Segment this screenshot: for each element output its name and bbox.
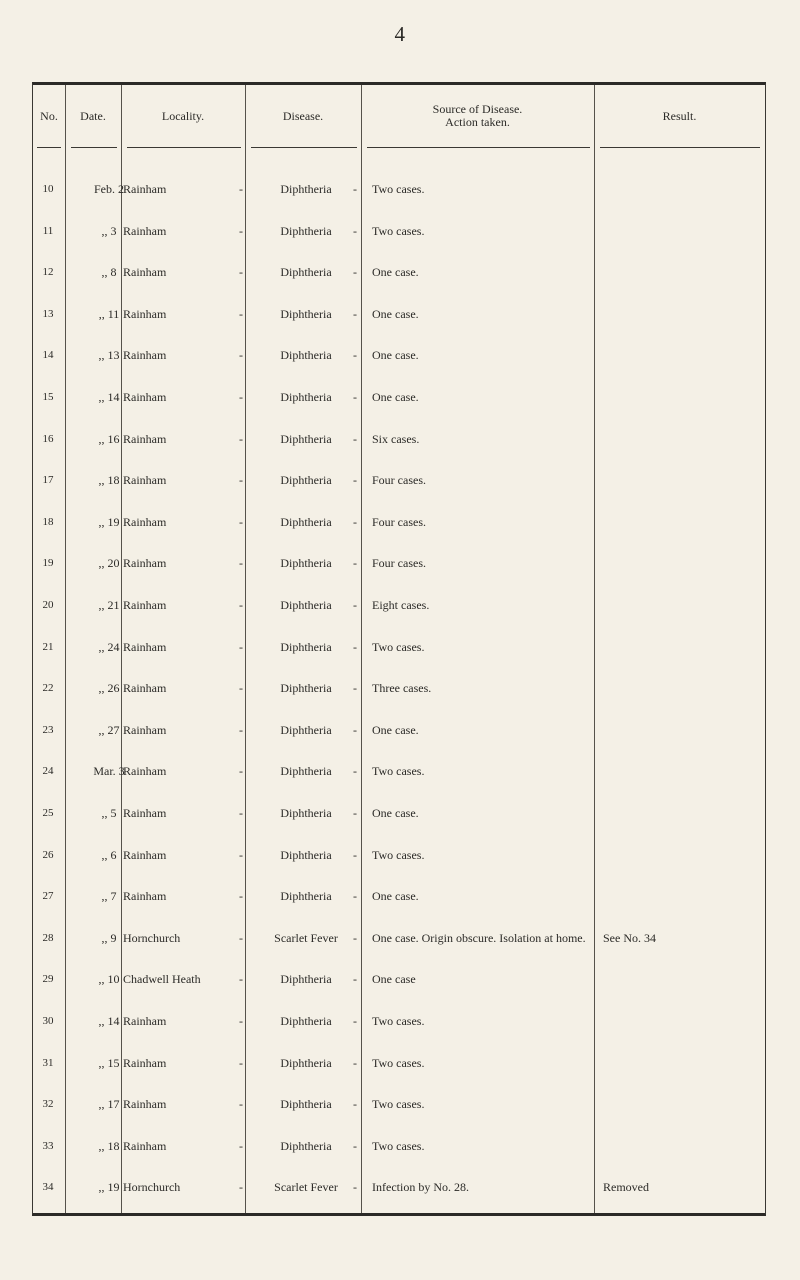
row-disease: Diphtheria	[280, 556, 332, 571]
header-rule	[71, 147, 117, 148]
row-locality: Rainham	[123, 639, 167, 654]
leader-dash: -	[239, 223, 243, 238]
row-date: ,, 8	[101, 265, 117, 280]
row-date: Feb. 2	[94, 182, 124, 196]
row-date: Mar. 3	[93, 764, 125, 779]
row-source: One case.	[372, 722, 419, 737]
row-source: Six cases.	[372, 431, 420, 446]
table-row	[33, 1014, 765, 1048]
leader-dash: -	[239, 182, 243, 196]
row-locality: Rainham	[123, 847, 167, 862]
leader-dash: -	[239, 764, 243, 779]
row-source: Four cases.	[372, 514, 426, 529]
leader-dash: -	[353, 972, 357, 987]
row-no: 23	[42, 723, 54, 736]
row-locality: Rainham	[123, 348, 167, 363]
row-source: One case.	[372, 265, 419, 280]
row-no: 31	[42, 1056, 54, 1069]
header-rule	[367, 147, 590, 148]
row-source: Two cases.	[372, 1055, 425, 1070]
table-row	[33, 723, 765, 757]
leader-dash: -	[239, 1014, 243, 1028]
row-no: 27	[42, 890, 54, 903]
table-row	[33, 556, 765, 590]
row-disease: Diphtheria	[280, 764, 332, 779]
leader-dash: -	[239, 1055, 243, 1070]
leader-dash: -	[239, 1138, 243, 1153]
leader-dash: -	[353, 806, 357, 820]
page-number: 4	[394, 22, 406, 46]
row-no: 16	[42, 432, 54, 445]
row-disease: Diphtheria	[280, 1055, 332, 1070]
row-source: Three cases.	[372, 681, 432, 696]
row-no: 22	[42, 682, 54, 695]
row-date: ,, 20	[98, 556, 120, 571]
row-no: 10	[42, 183, 54, 195]
leader-dash: -	[239, 348, 243, 363]
row-source: One case.	[372, 806, 419, 820]
table-row	[33, 640, 765, 674]
leader-dash: -	[353, 847, 357, 862]
row-no: 30	[42, 1015, 54, 1027]
row-no: 34	[42, 1181, 54, 1194]
row-locality: Hornchurch	[123, 930, 181, 945]
table-row	[33, 1139, 765, 1173]
leader-dash: -	[353, 182, 357, 196]
row-disease: Diphtheria	[280, 514, 332, 529]
row-date: ,, 18	[98, 473, 120, 488]
header-source-line2: Action taken.	[445, 115, 510, 129]
row-source: Two cases.	[372, 223, 425, 238]
row-locality: Rainham	[123, 514, 167, 529]
leader-dash: -	[239, 847, 243, 862]
table-row	[33, 1097, 765, 1131]
leader-dash: -	[353, 1055, 357, 1070]
row-no: 17	[42, 474, 54, 487]
row-locality: Rainham	[123, 1055, 167, 1070]
table-row	[33, 1180, 765, 1214]
leader-dash: -	[353, 390, 357, 404]
row-locality: Rainham	[123, 265, 167, 280]
table-header	[33, 85, 765, 147]
row-date: ,, 14	[98, 1014, 120, 1028]
row-disease: Scarlet Fever	[274, 930, 338, 945]
table-row	[33, 390, 765, 424]
row-no: 13	[42, 307, 54, 320]
table-row	[33, 848, 765, 882]
row-no: 21	[42, 640, 54, 653]
header-rule	[600, 147, 760, 148]
row-result: See No. 34	[603, 930, 656, 945]
table-row	[33, 182, 765, 216]
row-source: One case	[372, 972, 416, 987]
row-no: 33	[42, 1139, 54, 1152]
row-disease: Diphtheria	[280, 806, 332, 820]
table-row	[33, 515, 765, 549]
row-source: Eight cases.	[372, 598, 430, 612]
leader-dash: -	[353, 1097, 357, 1112]
row-date: ,, 14	[98, 390, 120, 404]
leader-dash: -	[353, 431, 357, 446]
row-locality: Rainham	[123, 473, 167, 488]
row-no: 19	[42, 557, 54, 570]
row-no: 18	[42, 515, 54, 528]
row-disease: Diphtheria	[280, 431, 332, 446]
row-disease: Scarlet Fever	[274, 1180, 338, 1195]
row-no: 12	[42, 266, 54, 279]
row-locality: Rainham	[123, 182, 167, 196]
row-locality: Rainham	[123, 431, 167, 446]
row-locality: Rainham	[123, 1014, 167, 1028]
leader-dash: -	[239, 972, 243, 987]
row-date: ,, 26	[98, 681, 120, 696]
row-disease: Diphtheria	[280, 473, 332, 488]
row-date: ,, 16	[98, 431, 120, 446]
header-rule	[37, 147, 61, 148]
leader-dash: -	[353, 889, 357, 904]
row-locality: Hornchurch	[123, 1180, 181, 1195]
leader-dash: -	[239, 806, 243, 820]
row-no: 11	[42, 224, 54, 237]
header-no: No.	[40, 108, 58, 123]
row-disease: Diphtheria	[280, 722, 332, 737]
leader-dash: -	[239, 889, 243, 904]
leader-dash: -	[353, 930, 357, 945]
leader-dash: -	[353, 681, 357, 696]
leader-dash: -	[353, 764, 357, 779]
row-source: One case.	[372, 306, 419, 321]
row-no: 29	[42, 973, 54, 986]
table-row	[33, 1056, 765, 1090]
row-locality: Rainham	[123, 598, 167, 612]
row-no: 24	[42, 765, 54, 778]
row-source: One case.	[372, 390, 419, 404]
row-disease: Diphtheria	[280, 223, 332, 238]
table-row	[33, 348, 765, 382]
leader-dash: -	[353, 639, 357, 654]
header-source-line1: Source of Disease.	[432, 102, 523, 116]
leader-dash: -	[239, 598, 243, 612]
table-row	[33, 307, 765, 341]
row-date: ,, 11	[98, 306, 120, 321]
row-disease: Diphtheria	[280, 265, 332, 280]
leader-dash: -	[239, 473, 243, 488]
row-no: 32	[42, 1098, 54, 1111]
row-source: One case. Origin obscure. Isolation at home.	[372, 930, 586, 945]
table-row	[33, 806, 765, 840]
row-source: Two cases.	[372, 1014, 425, 1028]
row-date: ,, 10	[98, 972, 120, 987]
leader-dash: -	[239, 514, 243, 529]
leader-dash: -	[239, 1097, 243, 1112]
header-result: Result.	[662, 108, 697, 123]
leader-dash: -	[353, 556, 357, 571]
table-row	[33, 598, 765, 632]
row-locality: Rainham	[123, 722, 167, 737]
table-row	[33, 473, 765, 507]
leader-dash: -	[239, 639, 243, 654]
row-source: Two cases.	[372, 182, 425, 196]
row-date: ,, 19	[98, 514, 120, 529]
row-locality: Rainham	[123, 1138, 167, 1153]
table-row	[33, 265, 765, 299]
row-disease: Diphtheria	[280, 598, 332, 612]
row-source: Two cases.	[372, 764, 425, 779]
row-disease: Diphtheria	[280, 1138, 332, 1153]
row-no: 20	[42, 599, 54, 611]
leader-dash: -	[239, 431, 243, 446]
row-date: ,, 27	[98, 722, 120, 737]
leader-dash: -	[353, 223, 357, 238]
row-locality: Rainham	[123, 889, 167, 904]
row-no: 26	[42, 848, 54, 861]
row-date: ,, 3	[101, 223, 117, 238]
leader-dash: -	[353, 1138, 357, 1153]
table-row	[33, 432, 765, 466]
leader-dash: -	[353, 348, 357, 363]
header-date: Date.	[80, 108, 106, 123]
notifications-table	[32, 82, 766, 1216]
leader-dash: -	[353, 306, 357, 321]
row-source: One case.	[372, 889, 419, 904]
leader-dash: -	[239, 390, 243, 404]
leader-dash: -	[353, 265, 357, 280]
row-no: 15	[42, 391, 54, 403]
row-disease: Diphtheria	[280, 348, 332, 363]
row-disease: Diphtheria	[280, 639, 332, 654]
row-date: ,, 7	[101, 889, 117, 904]
leader-dash: -	[239, 556, 243, 571]
header-disease: Disease.	[282, 108, 324, 123]
row-locality: Rainham	[123, 681, 167, 696]
row-disease: Diphtheria	[280, 1014, 332, 1028]
row-disease: Diphtheria	[280, 847, 332, 862]
table-row	[33, 889, 765, 923]
leader-dash: -	[239, 930, 243, 945]
row-source: One case.	[372, 348, 419, 363]
row-source: Two cases.	[372, 1138, 425, 1153]
row-source: Infection by No. 28.	[372, 1180, 469, 1195]
row-date: ,, 9	[101, 930, 117, 945]
header-locality: Locality.	[161, 108, 205, 123]
row-no: 28	[42, 931, 54, 944]
table-row	[33, 972, 765, 1006]
row-locality: Rainham	[123, 306, 167, 321]
header-rule	[251, 147, 357, 148]
row-locality: Rainham	[123, 764, 167, 779]
row-no: 25	[42, 807, 54, 819]
row-source: Two cases.	[372, 847, 425, 862]
row-date: ,, 13	[98, 348, 120, 363]
row-disease: Diphtheria	[280, 889, 332, 904]
leader-dash: -	[353, 722, 357, 737]
row-source: Four cases.	[372, 556, 426, 571]
row-date: ,, 24	[98, 639, 120, 654]
row-locality: Rainham	[123, 806, 167, 820]
row-source: Four cases.	[372, 473, 426, 488]
row-result: Removed	[603, 1180, 649, 1195]
row-locality: Rainham	[123, 223, 167, 238]
row-locality: Chadwell Heath	[123, 972, 201, 987]
row-disease: Diphtheria	[280, 306, 332, 321]
row-date: ,, 21	[98, 598, 120, 612]
row-no: 14	[42, 349, 54, 362]
row-disease: Diphtheria	[280, 182, 332, 196]
leader-dash: -	[353, 514, 357, 529]
leader-dash: -	[353, 598, 357, 612]
leader-dash: -	[239, 306, 243, 321]
leader-dash: -	[353, 473, 357, 488]
table-row	[33, 681, 765, 715]
row-locality: Rainham	[123, 1097, 167, 1112]
table-row	[33, 764, 765, 798]
leader-dash: -	[239, 1180, 243, 1195]
row-locality: Rainham	[123, 556, 167, 571]
table-row	[33, 224, 765, 258]
row-date: ,, 19	[98, 1180, 120, 1195]
header-rule	[127, 147, 241, 148]
row-date: ,, 18	[98, 1138, 120, 1153]
header-source	[361, 85, 594, 147]
row-date: ,, 5	[101, 806, 117, 820]
row-disease: Diphtheria	[280, 1097, 332, 1112]
row-locality: Rainham	[123, 390, 167, 404]
row-date: ,, 17	[98, 1097, 120, 1112]
row-disease: Diphtheria	[280, 681, 332, 696]
row-source: Two cases.	[372, 1097, 425, 1112]
row-date: ,, 6	[101, 847, 117, 862]
leader-dash: -	[353, 1180, 357, 1195]
leader-dash: -	[239, 681, 243, 696]
table-row	[33, 931, 765, 965]
leader-dash: -	[239, 265, 243, 280]
leader-dash: -	[353, 1014, 357, 1028]
row-disease: Diphtheria	[280, 972, 332, 987]
row-date: ,, 15	[98, 1055, 120, 1070]
row-disease: Diphtheria	[280, 390, 332, 404]
leader-dash: -	[239, 722, 243, 737]
row-source: Two cases.	[372, 639, 425, 654]
